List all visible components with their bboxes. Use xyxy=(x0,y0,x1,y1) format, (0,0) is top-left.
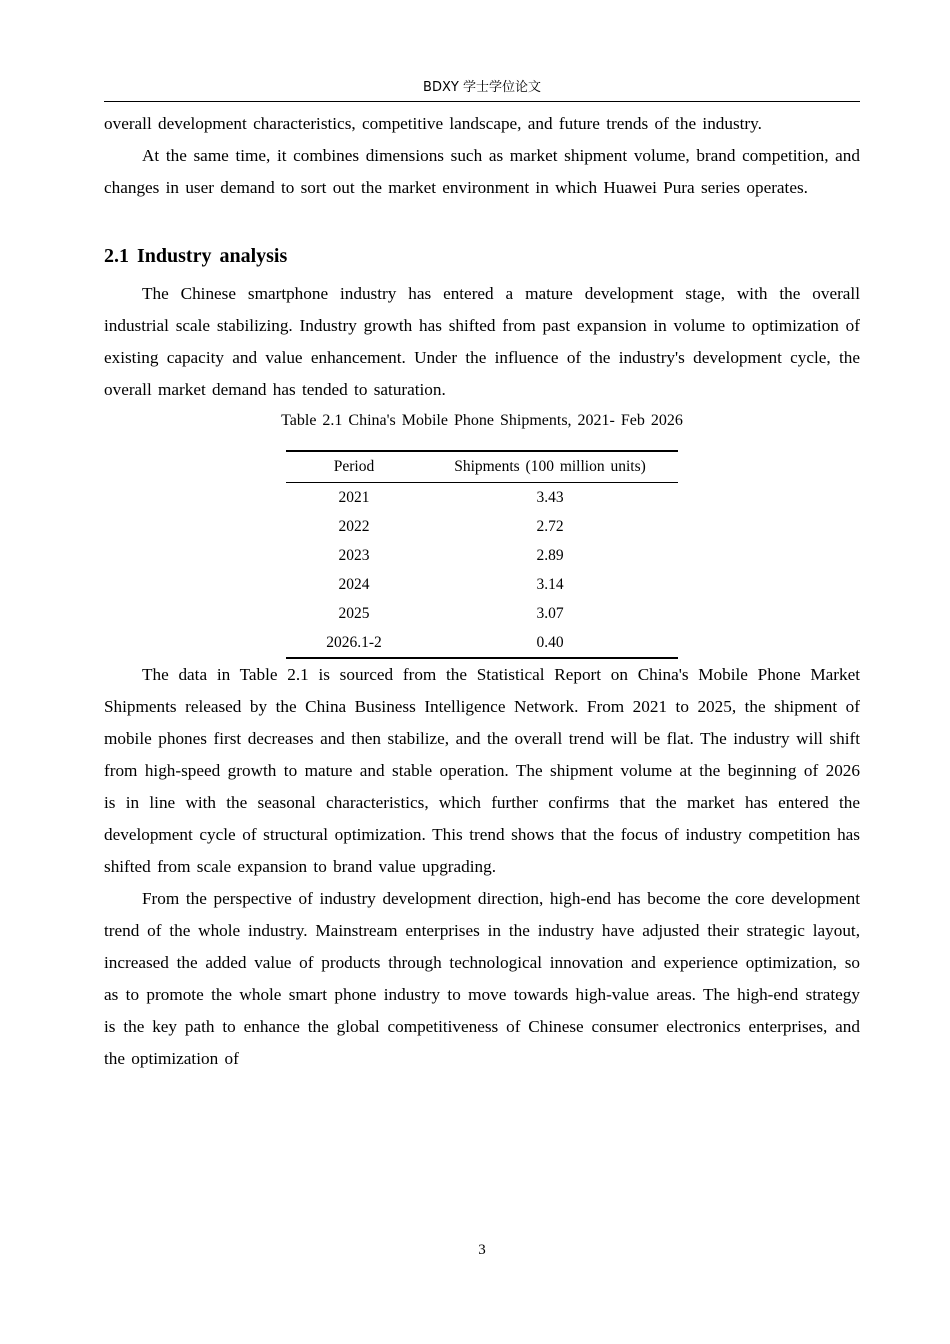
table-cell-shipments: 3.14 xyxy=(536,575,564,593)
table-header-row xyxy=(286,451,678,483)
table-cell-period: 2024 xyxy=(338,575,370,593)
paragraph: From the perspective of industry development direction, high-end has become the core development trend of the whole industry. Mainstream enterprises in the industry have adjusted their strategic layout, increased the added value of products through technological innovation and experience optimization, so as to promote the whole smart phone industry to move towards high-value areas. The high-end strategy is the key path to enhance the global competitiveness of Chinese consumer electronics enterprises, and the optimization of xyxy=(104,889,860,1068)
table-caption: Table 2.1 China's Mobile Phone Shipments, 2021- Feb 2026 xyxy=(281,412,683,429)
section-heading: 2.1 Industry analysis xyxy=(104,245,288,267)
table-cell-period: 2022 xyxy=(338,517,370,535)
table-cell-shipments: 2.89 xyxy=(536,546,564,564)
table-row xyxy=(286,483,678,513)
table-row xyxy=(286,599,678,628)
table-cell-period: 2023 xyxy=(338,546,370,564)
paragraph-continued: overall development characteristics, competitive landscape, and future trends of the industry. xyxy=(104,114,762,133)
table-header-period: Period xyxy=(286,451,422,483)
paragraph: The data in Table 2.1 is sourced from the Statistical Report on China's Mobile Phone Market Shipments released by the China Business Intelligence Network. From 2021 to 2025, the shipment of mobile phones first decreases and then stabilize, and the overall trend will be flat. The industry will shift from high-speed growth to mature and stable operation. The shipment volume at the beginning of 2026 is in line with the seasonal characteristics, which further confirms that the market has entered the development cycle of structural optimization. This trend shows that the focus of industry competition has shifted from scale expansion to brand value upgrading. xyxy=(104,665,860,876)
table-cell-period: 2021 xyxy=(338,488,370,506)
table-row xyxy=(286,628,678,658)
shipments-table xyxy=(286,450,678,659)
table-header-shipments: Shipments (100 million units) xyxy=(422,451,678,483)
running-header: BDXY 学士学位论文 xyxy=(423,80,541,95)
table-row xyxy=(286,512,678,541)
table-cell-period: 2025 xyxy=(338,604,370,622)
table-row xyxy=(286,541,678,570)
table-cell-shipments: 0.40 xyxy=(422,628,678,658)
table-cell-shipments: 2.72 xyxy=(536,517,564,535)
paragraph: The Chinese smartphone industry has entered a mature development stage, with the overall industrial scale stabilizing. Industry growth has shifted from past expansion in volume to optimization of existing capacity and value enhancement. Under the influence of the industry's development cycle, the overall market demand has tended to saturation. xyxy=(104,284,860,399)
paragraph: At the same time, it combines dimensions such as market shipment volume, brand competition, and changes in user demand to sort out the market environment in which Huawei Pura series operates. xyxy=(104,146,860,197)
table-cell-period: 2026.1-2 xyxy=(286,628,422,658)
table-row xyxy=(286,570,678,599)
table-cell-shipments: 3.43 xyxy=(536,488,564,506)
page-body xyxy=(104,108,860,1075)
page-number: 3 xyxy=(478,1242,486,1258)
table-cell-shipments: 3.07 xyxy=(536,604,564,622)
header-rule xyxy=(104,101,860,102)
